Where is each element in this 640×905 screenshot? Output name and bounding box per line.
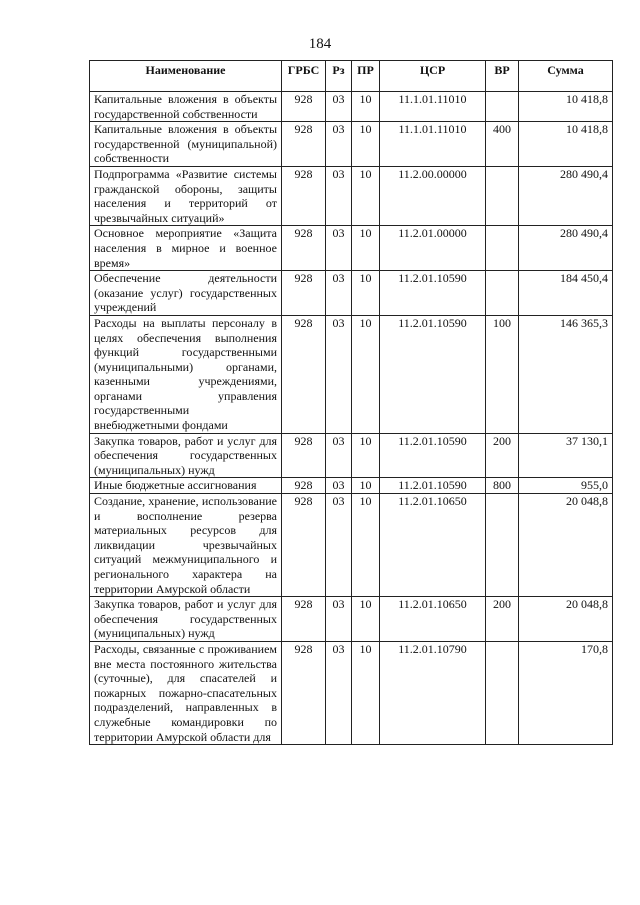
row-sum: 170,8 (519, 641, 613, 744)
row-csr: 11.2.01.10790 (380, 641, 486, 744)
row-vr (486, 226, 519, 271)
row-grbs: 928 (282, 315, 326, 433)
row-vr (486, 166, 519, 225)
row-sum: 10 418,8 (519, 122, 613, 167)
row-sum: 20 048,8 (519, 494, 613, 597)
row-csr: 11.2.00.00000 (380, 166, 486, 225)
row-grbs: 928 (282, 92, 326, 122)
table-row (90, 433, 613, 478)
row-rz: 03 (326, 226, 352, 271)
table-row (90, 478, 613, 494)
row-pr: 10 (352, 271, 380, 316)
row-name: Обеспечение деятельности (оказание услуг) государственных учреждений (90, 271, 282, 316)
row-pr: 10 (352, 166, 380, 225)
row-vr (486, 494, 519, 597)
row-pr: 10 (352, 641, 380, 744)
row-csr: 11.2.01.10590 (380, 315, 486, 433)
row-rz: 03 (326, 641, 352, 744)
row-rz: 03 (326, 166, 352, 225)
row-name: Иные бюджетные ассигнования (90, 478, 282, 494)
row-csr: 11.1.01.11010 (380, 122, 486, 167)
row-rz: 03 (326, 122, 352, 167)
row-vr (486, 641, 519, 744)
row-rz: 03 (326, 315, 352, 433)
row-sum: 280 490,4 (519, 226, 613, 271)
row-grbs: 928 (282, 478, 326, 494)
row-rz: 03 (326, 92, 352, 122)
table-row (90, 494, 613, 597)
row-pr: 10 (352, 433, 380, 478)
row-name: Создание, хранение, использование и восполнение резерва материальных ресурсов для ликвидации чрезвычайных ситуаций межмуниципального и регионального характера на территории Амурской области (90, 494, 282, 597)
column-header-csr: ЦСР (380, 61, 486, 92)
column-header-grbs: ГРБС (282, 61, 326, 92)
row-grbs: 928 (282, 166, 326, 225)
row-sum: 10 418,8 (519, 92, 613, 122)
row-name: Закупка товаров, работ и услуг для обеспечения государственных (муниципальных) нужд (90, 597, 282, 642)
row-rz: 03 (326, 494, 352, 597)
row-name: Капитальные вложения в объекты государственной собственности (90, 92, 282, 122)
table-header-row (90, 61, 613, 92)
column-header-rz: Рз (326, 61, 352, 92)
table-row (90, 166, 613, 225)
table-row (90, 122, 613, 167)
row-sum: 37 130,1 (519, 433, 613, 478)
row-vr (486, 92, 519, 122)
table-row (90, 315, 613, 433)
row-rz: 03 (326, 478, 352, 494)
row-grbs: 928 (282, 226, 326, 271)
table-row (90, 271, 613, 316)
row-vr: 400 (486, 122, 519, 167)
table-row (90, 226, 613, 271)
column-header-vr: ВР (486, 61, 519, 92)
row-sum: 146 365,3 (519, 315, 613, 433)
row-grbs: 928 (282, 271, 326, 316)
table-row (90, 641, 613, 744)
row-pr: 10 (352, 597, 380, 642)
row-grbs: 928 (282, 641, 326, 744)
row-csr: 11.2.01.10590 (380, 433, 486, 478)
row-name: Подпрограмма «Развитие системы гражданской обороны, защиты населения и территорий от чрезвычайных ситуаций» (90, 166, 282, 225)
row-csr: 11.1.01.11010 (380, 92, 486, 122)
row-vr (486, 271, 519, 316)
row-grbs: 928 (282, 433, 326, 478)
row-grbs: 928 (282, 494, 326, 597)
row-name: Основное мероприятие «Защита населения в мирное и военное время» (90, 226, 282, 271)
row-csr: 11.2.01.10590 (380, 271, 486, 316)
row-pr: 10 (352, 122, 380, 167)
row-vr: 200 (486, 433, 519, 478)
row-vr: 100 (486, 315, 519, 433)
row-pr: 10 (352, 315, 380, 433)
row-name: Расходы на выплаты персоналу в целях обеспечения выполнения функций государственными (муниципальными) органами, казенными учреждениями, органами управления государственными внебюджетными фондами (90, 315, 282, 433)
row-sum: 955,0 (519, 478, 613, 494)
row-csr: 11.2.01.10650 (380, 597, 486, 642)
row-grbs: 928 (282, 597, 326, 642)
row-csr: 11.2.01.00000 (380, 226, 486, 271)
table-row (90, 597, 613, 642)
column-header-pr: ПР (352, 61, 380, 92)
row-name: Расходы, связанные с проживанием вне места постоянного жительства (суточные), для спасателей и пожарных пожарно-спасательных подразделений, направленных в служебные командировки по территории Амурской области для (90, 641, 282, 744)
row-sum: 280 490,4 (519, 166, 613, 225)
row-csr: 11.2.01.10590 (380, 478, 486, 494)
row-pr: 10 (352, 478, 380, 494)
row-csr: 11.2.01.10650 (380, 494, 486, 597)
row-rz: 03 (326, 271, 352, 316)
row-sum: 184 450,4 (519, 271, 613, 316)
table-row (90, 92, 613, 122)
column-header-sum: Сумма (519, 61, 613, 92)
row-vr: 800 (486, 478, 519, 494)
column-header-name: Наименование (90, 61, 282, 92)
row-rz: 03 (326, 433, 352, 478)
page-number: 184 (308, 36, 332, 52)
row-rz: 03 (326, 597, 352, 642)
row-grbs: 928 (282, 122, 326, 167)
row-sum: 20 048,8 (519, 597, 613, 642)
row-name: Закупка товаров, работ и услуг для обеспечения государственных (муниципальных) нужд (90, 433, 282, 478)
row-vr: 200 (486, 597, 519, 642)
row-name: Капитальные вложения в объекты государственной (муниципальной) собственности (90, 122, 282, 167)
row-pr: 10 (352, 92, 380, 122)
row-pr: 10 (352, 226, 380, 271)
budget-table (89, 60, 613, 745)
row-pr: 10 (352, 494, 380, 597)
